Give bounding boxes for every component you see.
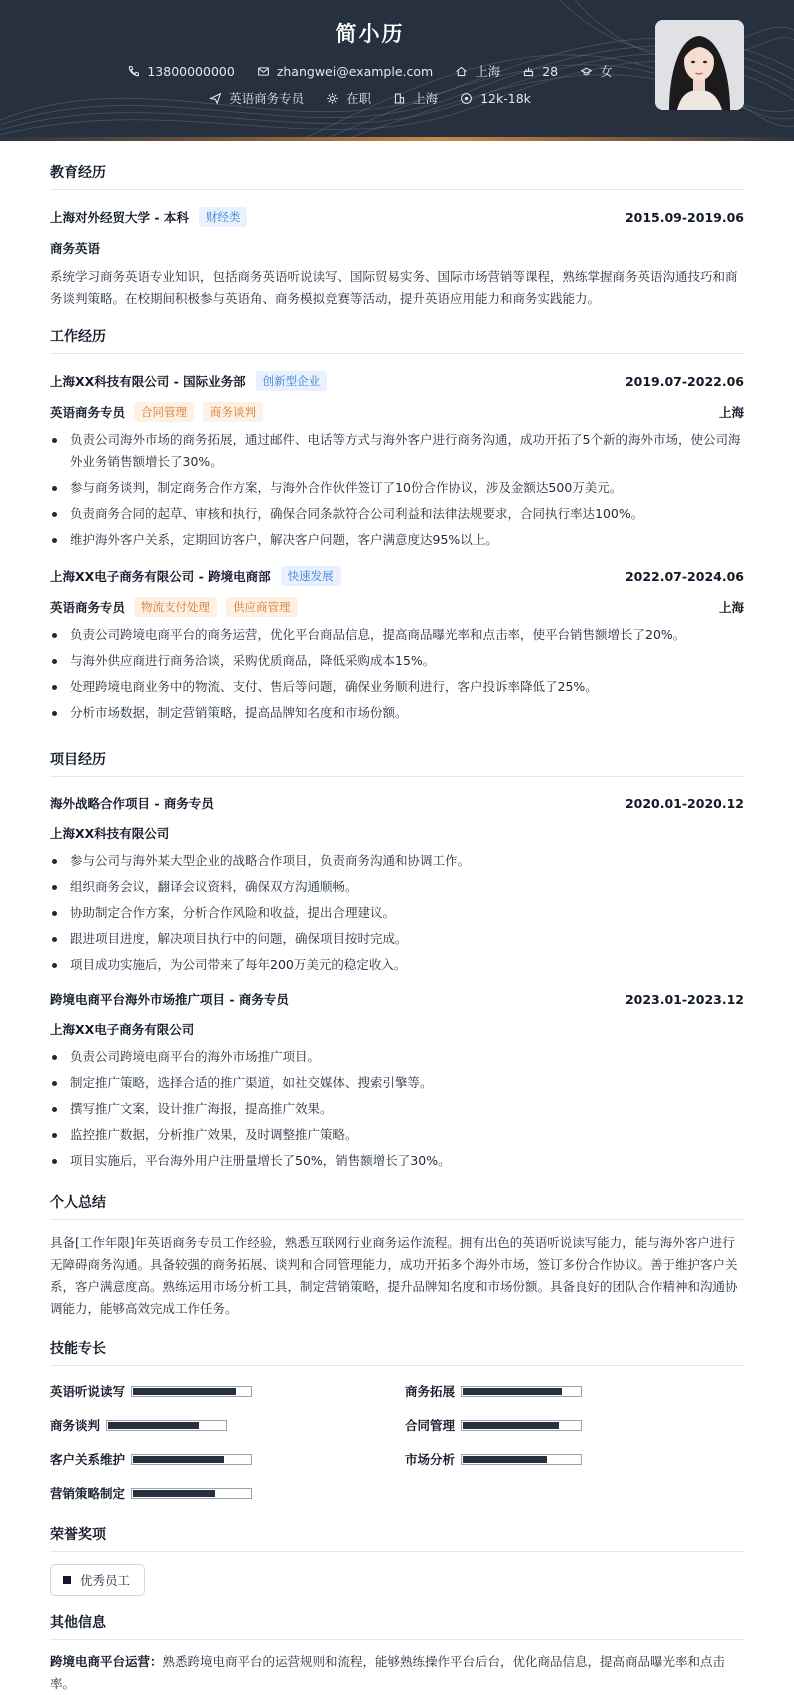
status-text: 在职 [346,91,372,106]
other-info-text: 熟悉跨境电商平台的运营规则和流程，能够熟练操作平台后台，优化商品信息，提高商品曝光率和点击率。 [50,1654,726,1691]
project-date: 2023.01-2023.12 [624,991,744,1007]
skill-level-fill [463,1388,562,1395]
skill-item [50,1374,405,1408]
phone-text: 13800000000 [147,63,235,79]
work-position-row [50,597,744,617]
project-bullets [50,1046,744,1172]
avatar-portrait [655,20,744,110]
summary-text: 具备[工作年限]年英语商务专员工作经验，熟悉互联网行业商务运作流程。拥有出色的英语听说读写能力，能与海外客户进行无障碍商务沟通。具备较强的商务拓展、谈判和合同管理能力，成功开拓多个海外市场，签订多份合作协议。善于维护客户关系，客户满意度高。熟练运用市场分析工具，制定营销策略，提升品牌知名度和市场份额。具备良好的团队合作精神和沟通协调能力，能够高效完成工作任务。 [50,1235,738,1316]
skill-label: 合同管理 [405,1418,456,1433]
job-target-text: 英语商务专员 [229,91,305,106]
salary-info [460,91,531,106]
list-item: 制定推广策略，选择合适的推广渠道，如社交媒体、搜索引擎等。 [50,1072,744,1094]
location-text: 上海 [475,64,501,79]
skill-bar [461,1420,582,1431]
building-icon [393,92,406,105]
position-name: 英语商务专员 [50,600,126,615]
phone-icon [127,65,140,78]
resume-content [50,141,744,1695]
work-bullets [50,624,744,724]
skill-bar [106,1420,227,1431]
list-item: 维护海外客户关系，定期回访客户，解决客户问题，客户满意度达95%以上。 [50,529,744,551]
education-school [50,207,247,227]
gear-icon [326,92,339,105]
work-entry [50,566,744,724]
skill-label: 营销策略制定 [50,1486,126,1501]
project-company: 上海XX电子商务有限公司 [50,1022,195,1037]
gender-icon [580,65,593,78]
list-item: 负责公司海外市场的商务拓展，通过邮件、电话等方式与海外客户进行商务沟通，成功开拓了5个新的海外市场，使公司海外业务销售额增长了30%。 [50,429,744,473]
project-header [50,990,744,1008]
school-name: 上海对外经贸大学 - 本科 [50,210,189,225]
other-info-label: 跨境电商平台运营： [50,1654,163,1669]
skill-label: 市场分析 [405,1452,456,1467]
work-position [50,402,263,422]
list-item: 与海外供应商进行商务洽谈，采购优质商品，降低采购成本15%。 [50,650,744,672]
money-icon [460,92,473,105]
award-item [50,1564,145,1596]
list-item: 负责公司跨境电商平台的海外市场推广项目。 [50,1046,744,1068]
work-company [50,566,341,586]
section-title-projects: 项目经历 [50,749,744,777]
skill-item [405,1408,744,1442]
list-item: 跟进项目进度，解决项目执行中的问题，确保项目按时完成。 [50,928,744,950]
work-position-row [50,402,744,422]
work-entry-header [50,371,744,391]
project-bullets [50,850,744,976]
work-entry-header [50,566,744,586]
skill-tag: 合同管理 [134,402,194,422]
project-entry [50,794,744,976]
work-entry [50,371,744,551]
skill-label: 客户关系维护 [50,1452,126,1467]
company-tag: 快速发展 [281,566,341,586]
email-text: zhangwei@example.com [276,63,434,79]
target-city-text: 上海 [413,91,439,106]
work-position [50,597,298,617]
section-title-skills: 技能专长 [50,1338,744,1366]
school-tag: 财经类 [199,207,248,227]
skill-item [50,1408,405,1442]
skill-item [50,1442,405,1476]
section-title-awards: 荣誉奖项 [50,1524,744,1552]
skill-level-fill [133,1456,224,1463]
contact-info-row [0,62,740,80]
job-target-info [209,89,304,107]
education-entry-header [50,207,744,227]
award-label: 优秀员工 [80,1573,131,1588]
skill-label: 商务拓展 [405,1384,456,1399]
project-date: 2020.01-2020.12 [624,795,744,811]
section-title-education: 教育经历 [50,162,744,190]
project-name: 海外战略合作项目 - 商务专员 [50,796,214,811]
skill-tag: 物流支付处理 [134,597,217,617]
age-text: 28 [542,63,559,79]
skill-bar [131,1454,252,1465]
list-item: 处理跨境电商业务中的物流、支付、售后等问题，确保业务顺利进行，客户投诉率降低了25%。 [50,676,744,698]
location-info [455,62,500,80]
education-date: 2015.09-2019.06 [624,209,744,225]
work-date: 2022.07-2024.06 [624,568,744,584]
list-item: 负责商务合同的起草、审核和执行，确保合同条款符合公司利益和法律法规要求，合同执行率达100%。 [50,503,744,525]
project-header [50,794,744,812]
list-item: 监控推广数据，分析推广效果，及时调整推广策略。 [50,1124,744,1146]
list-item: 协助制定合作方案，分析合作风险和收益，提出合理建议。 [50,902,744,924]
gender-info [580,62,613,80]
skill-level-fill [133,1388,236,1395]
profile-photo [655,20,744,110]
skill-tag: 商务谈判 [203,402,263,422]
age-info [522,64,558,79]
phone-info [127,64,234,79]
skill-level-fill [463,1422,559,1429]
status-info [326,89,371,107]
skill-level-fill [133,1490,215,1497]
awards-list [50,1564,744,1596]
work-company [50,371,327,391]
list-item: 参与商务谈判，制定商务合作方案，与海外合作伙伴签订了10份合作协议，涉及金额达500万美元。 [50,477,744,499]
home-icon [455,65,468,78]
project-entry [50,990,744,1172]
list-item: 项目成功实施后，为公司带来了每年200万美元的稳定收入。 [50,954,744,976]
skill-level-fill [108,1422,199,1429]
email-info [257,64,433,79]
salary-text: 12k-18k [480,90,531,106]
job-intent-row [0,89,740,107]
work-date: 2019.07-2022.06 [624,373,744,389]
target-city-info [393,89,438,107]
gender-text: 女 [600,64,613,79]
work-location: 上海 [718,405,744,420]
list-item: 项目实施后，平台海外用户注册量增长了50%，销售额增长了30%。 [50,1150,744,1172]
education-major: 商务英语 [50,241,101,256]
skill-label: 英语听说读写 [50,1384,126,1399]
company-tag: 创新型企业 [256,371,328,391]
skill-bar [131,1386,252,1397]
other-info-line [50,1651,744,1695]
award-bullet-icon [63,1576,71,1584]
list-item: 负责公司跨境电商平台的商务运营，优化平台商品信息，提高商品曝光率和点击率，使平台销售额增长了20%。 [50,624,744,646]
company-name: 上海XX科技有限公司 - 国际业务部 [50,374,246,389]
skill-tag: 供应商管理 [226,597,298,617]
position-name: 英语商务专员 [50,405,126,420]
skill-level-fill [463,1456,547,1463]
resume-header [0,0,794,141]
skills-grid [50,1374,744,1510]
list-item: 分析市场数据，制定营销策略，提高品牌知名度和市场份额。 [50,702,744,724]
skill-item [405,1442,744,1476]
section-title-other: 其他信息 [50,1612,744,1640]
list-item: 撰写推广文案，设计推广海报，提高推广效果。 [50,1098,744,1120]
section-title-summary: 个人总结 [50,1192,744,1220]
work-location: 上海 [718,600,744,615]
skill-bar [461,1386,582,1397]
project-company: 上海XX科技有限公司 [50,826,170,841]
skill-bar [461,1454,582,1465]
work-bullets [50,429,744,551]
education-description: 系统学习商务英语专业知识，包括商务英语听说读写、国际贸易实务、国际市场营销等课程，熟练掌握商务英语沟通技巧和商务谈判策略。在校期间积极参与英语角、商务模拟竞赛等活动，提升英语应用能力和商务实践能力。 [50,269,738,306]
company-name: 上海XX电子商务有限公司 - 跨境电商部 [50,569,271,584]
candidate-name: 简小历 [335,22,405,46]
cake-icon [522,65,535,78]
list-item: 参与公司与海外某大型企业的战略合作项目，负责商务沟通和协调工作。 [50,850,744,872]
mail-icon [257,65,270,78]
skill-label: 商务谈判 [50,1418,101,1433]
send-icon [209,92,222,105]
skill-item [50,1476,405,1510]
skill-bar [131,1488,252,1499]
project-name: 跨境电商平台海外市场推广项目 - 商务专员 [50,992,289,1007]
list-item: 组织商务会议，翻译会议资料，确保双方沟通顺畅。 [50,876,744,898]
section-title-work: 工作经历 [50,326,744,354]
skill-item [405,1374,744,1408]
